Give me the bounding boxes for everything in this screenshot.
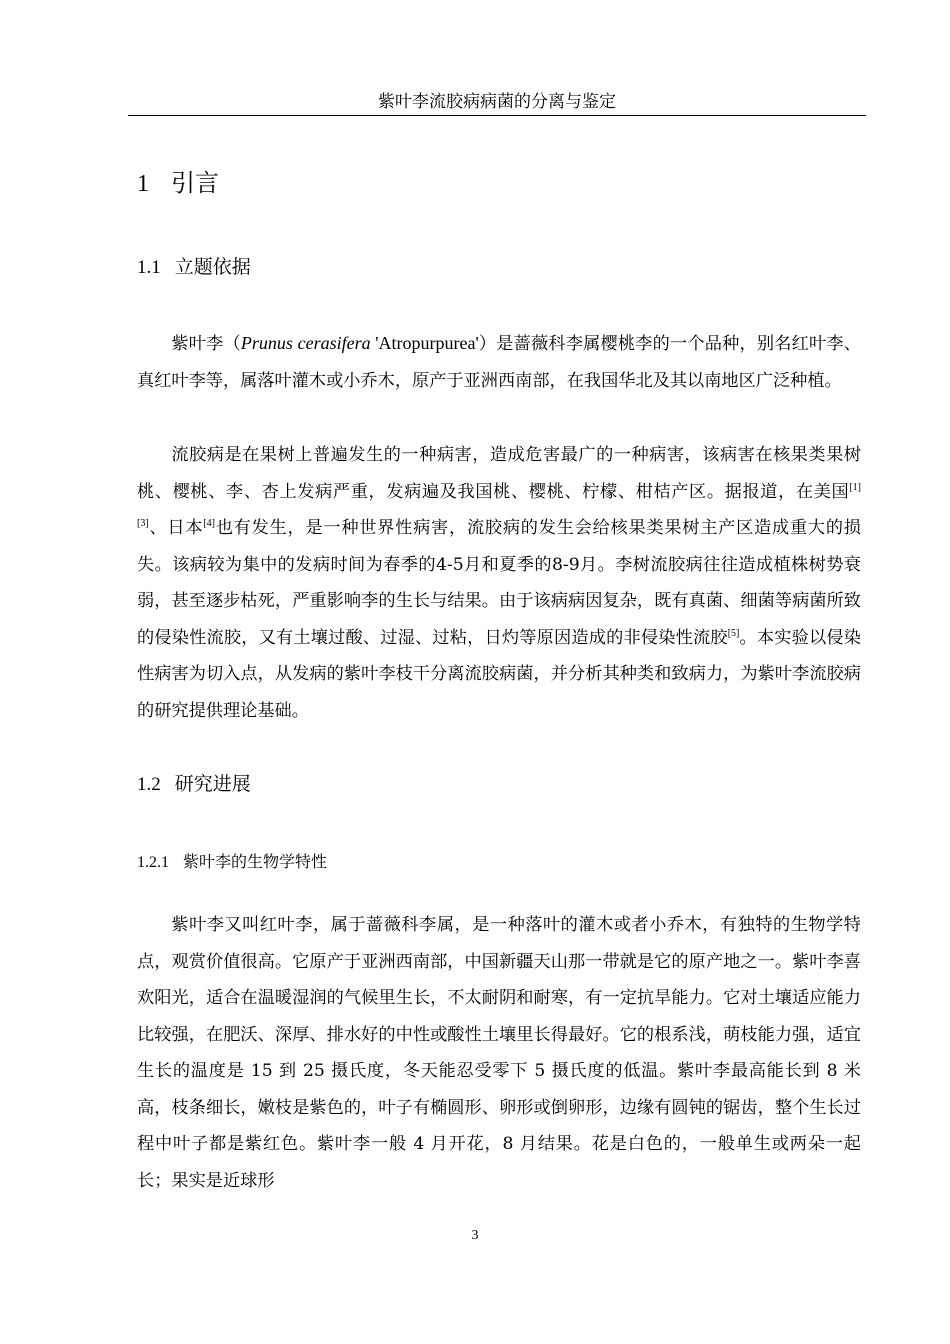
paragraph-biology: 紫叶李又叫红叶李，属于蔷薇科李属，是一种落叶的灌木或者小乔木，有独特的生物学特点，观赏价值很高。它原产于亚洲西南部，中国新疆天山那一带就是它的原产地之一。紫叶李喜欢阳光，适合在温暖湿润的气候里生长，不太耐阴和耐寒，有一定抗旱能力。它对土壤适应能力比较强，在肥沃、深厚、排水好的中性或酸性土壤里长得最好。它的根系浅，萌枝能力强，适宜生长的温度是 15 到 25 摄氏度，冬天能忍受零下 5 摄氏度的低温。紫叶李最高能长到 8 米高，枝条细长，嫩枝是紫色的，叶子有椭圆形、卵形或倒卵形，边缘有圆钝的锯齿，整个生长过程中叶子都是紫红色。紫叶李一般 4 月开花，8 月结果。花是白色的，一般单生或两朵一起长；果实是近球形 bbox=[137, 915, 861, 1191]
section-title: 立题依据 bbox=[174, 256, 251, 278]
species-name: Prunus cerasifera bbox=[240, 333, 371, 353]
section-heading-1-1 bbox=[137, 253, 251, 282]
section-title: 研究进展 bbox=[174, 773, 251, 795]
section-title: 引言 bbox=[171, 169, 219, 197]
section-number: 1.1 bbox=[137, 257, 161, 278]
page-number: 3 bbox=[471, 1228, 479, 1243]
section-number: 1 bbox=[137, 171, 149, 197]
section-heading-1-2-1 bbox=[137, 850, 327, 875]
cultivar-name: 'Atropurpurea' bbox=[370, 333, 479, 353]
citation-ref: [5] bbox=[727, 627, 740, 639]
section-title: 紫叶李的生物学特性 bbox=[183, 852, 328, 871]
section-heading-1 bbox=[137, 166, 219, 201]
section-number: 1.2.1 bbox=[137, 854, 169, 871]
running-header: 紫叶李流胶病病菌的分离与鉴定 bbox=[128, 90, 866, 116]
citation-ref: [1][3] bbox=[137, 481, 861, 529]
citation-ref: [4] bbox=[203, 518, 215, 529]
paragraph-definition: 紫叶李（Prunus cerasifera 'Atropurpurea'）是蔷薇科李属樱桃李的一个品种，别名红叶李、真红叶李等，属落叶灌木或小乔木，原产于亚洲西南部，在我国华北及其以南地区广泛种植。 bbox=[137, 333, 861, 391]
section-heading-1-2 bbox=[137, 770, 251, 799]
section-number: 1.2 bbox=[137, 774, 161, 795]
paragraph-gummosis: 流胶病是在果树上普遍发生的一种病害，造成危害最广的一种病害，该病害在核果类果树桃、樱桃、李、杏上发病严重，发病遍及我国桃、樱桃、柠檬、柑桔产区。据报道，在美国[1][3]、日本[4]也有发生，是一种世界性病害，流胶病的发生会给核果类果树主产区造成重大的损失。该病较为集中的发病时间为春季的4-5月和夏季的8-9月。李树流胶病往往造成植株树势衰弱，甚至逐步枯死，严重影响李的生长与结果。由于该病病因复杂，既有真菌、细菌等病菌所致的侵染性流胶，又有土壤过酸、过湿、过粘，日灼等原因造成的非侵染性流胶[5]。本实验以侵染性病害为切入点，从发病的紫叶李枝干分离流胶病菌，并分析其种类和致病力，为紫叶李流胶病的研究提供理论基础。 bbox=[137, 445, 861, 721]
